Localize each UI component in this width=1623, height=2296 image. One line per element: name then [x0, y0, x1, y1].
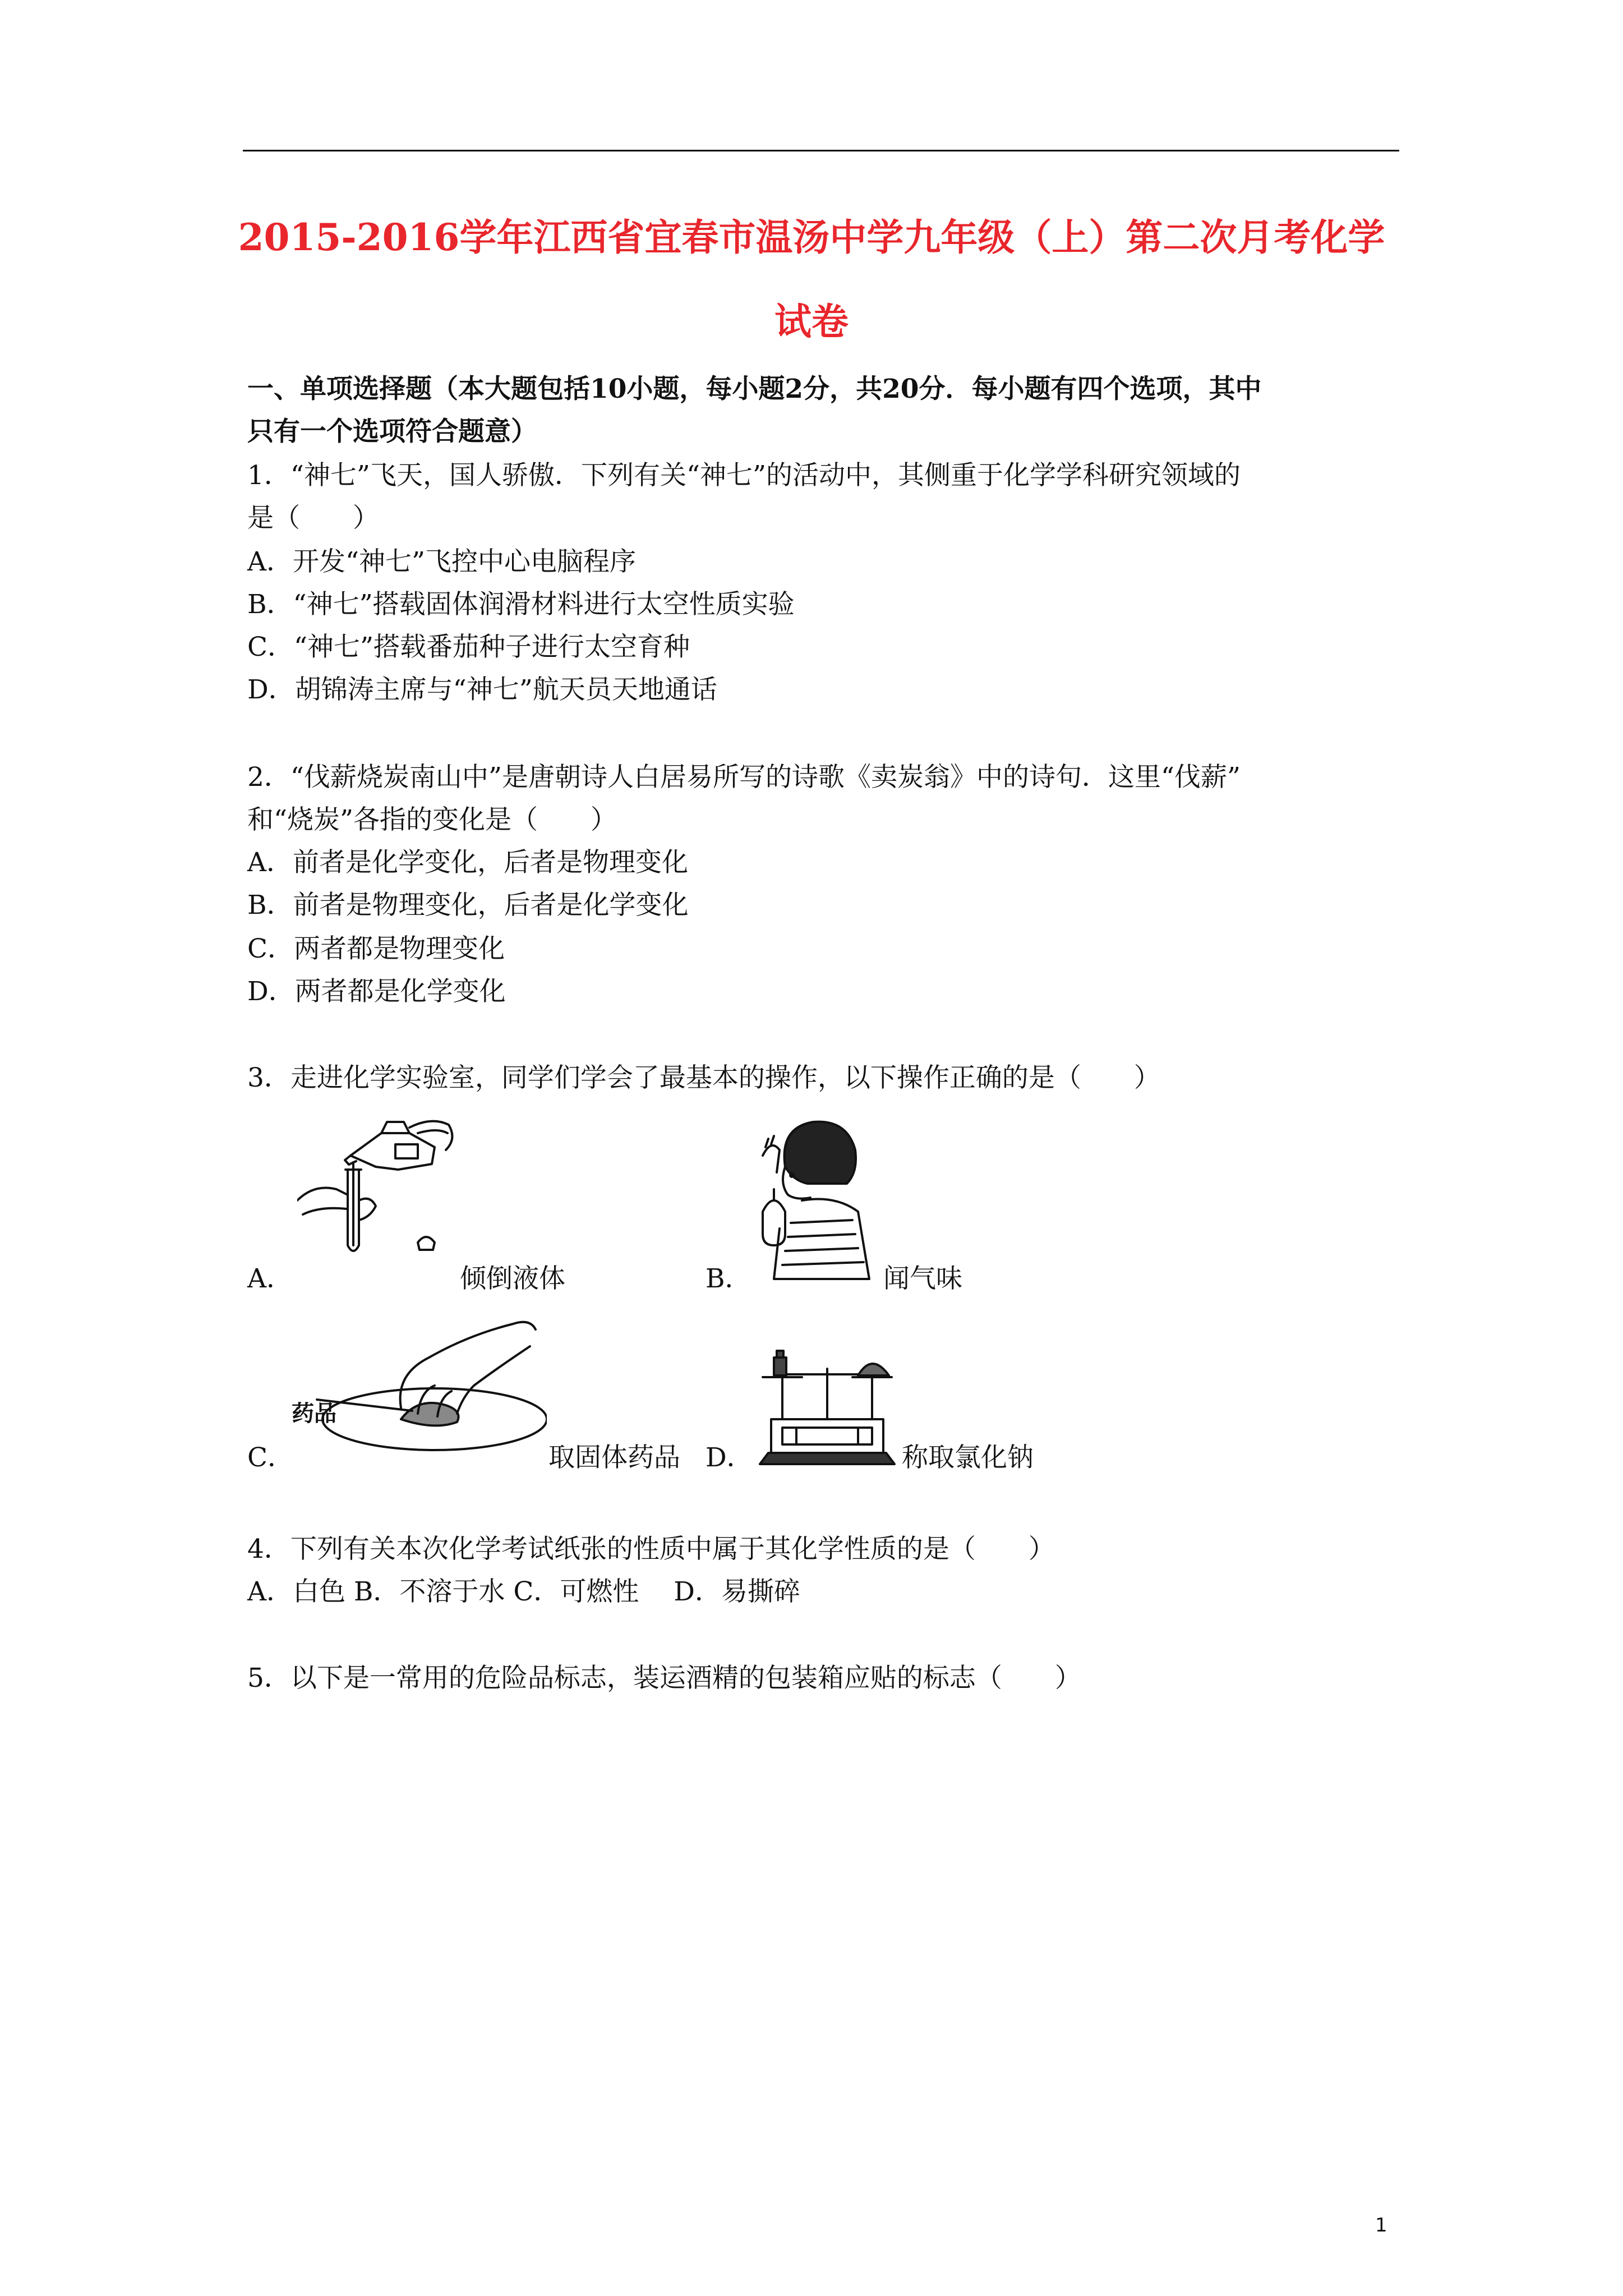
header-rule: [243, 150, 1399, 151]
q2-option-b: B．前者是物理变化，后者是化学变化: [247, 890, 689, 921]
q1-option-d: D．胡锦涛主席与“神七”航天员天地通话: [247, 674, 717, 705]
c-figure-label: 药品: [292, 1401, 336, 1427]
pour-liquid-figure: [297, 1116, 465, 1262]
q1-stem-line-1: 1．“神七”飞天，国人骄傲．下列有关“神七”的活动中，其侧重于化学学科研究领域的: [247, 460, 1241, 491]
section-heading-line-2: 只有一个选项符合题意）: [247, 416, 537, 447]
page-number: 1: [1375, 2214, 1387, 2237]
q2-option-a: A．前者是化学变化，后者是物理变化: [247, 847, 688, 878]
section-heading-line-1: 一、单项选择题（本大题包括10小题，每小题2分，共20分．每小题有四个选项，其中: [247, 374, 1262, 404]
q1-stem-line-2: 是（ ）: [247, 503, 379, 533]
q5-stem: 5．以下是一常用的危险品标志，装运酒精的包装箱应贴的标志（ ）: [247, 1663, 1081, 1694]
q4-stem: 4．下列有关本次化学考试纸张的性质中属于其化学性质的是（ ）: [247, 1534, 1055, 1565]
q3-option-d-text: 称取氯化钠: [902, 1442, 1034, 1473]
q4-options: A．白色 B．不溶于水 C．可燃性 D．易撕碎: [247, 1576, 800, 1607]
q3-option-a-text: 倾倒液体: [460, 1263, 565, 1294]
smell-gas-figure: [740, 1116, 886, 1285]
title-line-1: 2015-2016学年江西省宜春市温汤中学九年级（上）第二次月考化学: [238, 215, 1385, 259]
q3-option-b-text: 闻气味: [883, 1263, 962, 1294]
q3-option-a-letter: A．: [247, 1263, 293, 1294]
q3-stem: 3．走进化学实验室，同学们学会了最基本的操作，以下操作正确的是（ ）: [247, 1062, 1160, 1093]
q1-option-c: C．“神七”搭载番茄种子进行太空育种: [247, 632, 690, 662]
balance-figure: [751, 1335, 903, 1470]
q2-stem-line-1: 2．“伐薪烧炭南山中”是唐朝诗人白居易所写的诗歌《卖炭翁》中的诗句．这里“伐薪”: [247, 762, 1241, 793]
q2-option-c: C．两者都是物理变化: [247, 933, 505, 964]
title-line-2: 试卷: [774, 300, 849, 343]
q2-stem-line-2: 和“烧炭”各指的变化是（ ）: [247, 804, 617, 835]
q3-option-c-text: 取固体药品: [548, 1442, 680, 1473]
q1-option-b: B．“神七”搭载固体润滑材料进行太空性质实验: [247, 589, 795, 620]
q3-option-c-letter: C．: [247, 1442, 294, 1473]
q3-option-d-letter: D．: [706, 1442, 753, 1473]
take-solid-figure: [289, 1313, 547, 1458]
q1-option-a: A．开发“神七”飞控中心电脑程序: [247, 546, 636, 577]
q2-option-d: D．两者都是化学变化: [247, 976, 506, 1007]
q3-option-b-letter: B．: [706, 1263, 751, 1294]
